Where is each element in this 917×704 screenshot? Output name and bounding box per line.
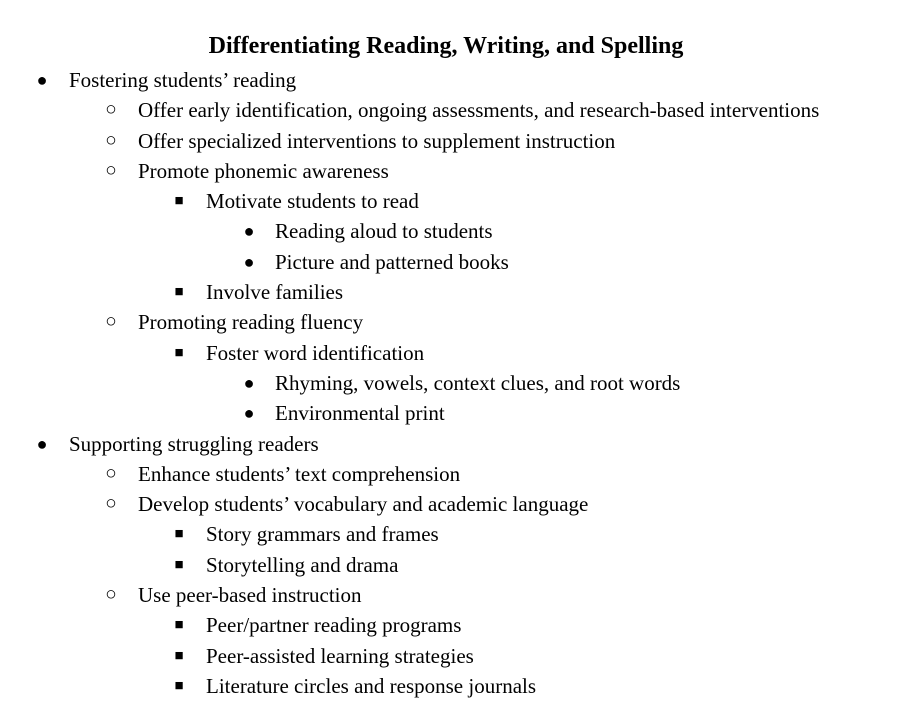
outline-item-text: Develop students’ vocabulary and academic language (138, 492, 589, 517)
outline-item (0, 489, 917, 519)
outline-item-text: Story grammars and frames (206, 522, 439, 547)
hollow-circle-bullet: ○ (105, 584, 117, 606)
outline-item-text: Involve families (206, 280, 344, 305)
hollow-circle-bullet: ○ (105, 159, 117, 181)
outline-item (0, 398, 917, 428)
filled-circle-bullet: ● (243, 403, 255, 424)
outline-item-text: Rhyming, vowels, context clues, and root words (275, 370, 681, 395)
outline-item-text: Fostering students’ reading (69, 68, 297, 92)
filled-circle-bullet: ● (36, 70, 48, 90)
hollow-circle-bullet: ○ (105, 99, 117, 121)
outline-item (0, 186, 917, 216)
outline-item-text: Reading aloud to students (275, 219, 493, 244)
outline-item (0, 247, 917, 277)
square-bullet: ■ (174, 647, 184, 664)
outline-item (0, 338, 917, 368)
outline-item (0, 671, 917, 701)
outline-item (0, 641, 917, 671)
filled-circle-bullet: ● (36, 433, 48, 454)
outline-item-text: Literature circles and response journals (206, 673, 537, 698)
outline-item (0, 95, 917, 125)
square-bullet: ■ (174, 556, 184, 573)
outline-item-text: Promoting reading fluency (138, 310, 364, 335)
outline-item-text: Picture and patterned books (275, 249, 509, 274)
outline-item-text: Offer specialized interventions to supplement instruction (138, 128, 616, 153)
outline-item (0, 65, 917, 95)
outline-item-text: Supporting struggling readers (69, 431, 319, 456)
hollow-circle-bullet: ○ (105, 462, 117, 484)
outline-item-text: Foster word identification (206, 340, 425, 365)
hollow-circle-bullet: ○ (105, 311, 117, 333)
outline-item-text: Environmental print (275, 401, 445, 426)
outline-item (0, 156, 917, 186)
outline-item (0, 459, 917, 489)
outline-item-text: Promote phonemic awareness (138, 158, 389, 183)
square-bullet: ■ (174, 344, 184, 361)
hollow-circle-bullet: ○ (105, 129, 117, 151)
outline-item (0, 550, 917, 580)
outline-item (0, 580, 917, 610)
outline-item (0, 610, 917, 640)
outline-item-text: Use peer-based instruction (138, 583, 362, 608)
outline-item (0, 277, 917, 307)
outline-item-text: Storytelling and drama (206, 552, 399, 577)
square-bullet: ■ (174, 284, 184, 301)
filled-circle-bullet: ● (243, 221, 255, 242)
outline-item (0, 368, 917, 398)
square-bullet: ■ (174, 677, 184, 694)
square-bullet: ■ (174, 193, 184, 210)
outline-item-text: Peer-assisted learning strategies (206, 643, 474, 668)
outline-item-text: Peer/partner reading programs (206, 613, 462, 638)
outline-item (0, 429, 917, 459)
square-bullet: ■ (174, 526, 184, 543)
outline-list (0, 65, 917, 701)
outline-item (0, 126, 917, 156)
square-bullet: ■ (174, 617, 184, 634)
document-title: Differentiating Reading, Writing, and Spelling (208, 33, 684, 59)
filled-circle-bullet: ● (243, 251, 255, 272)
hollow-circle-bullet: ○ (105, 493, 117, 515)
outline-item (0, 519, 917, 549)
outline-item-text: Offer early identification, ongoing assessments, and research-based interventions (138, 98, 820, 123)
filled-circle-bullet: ● (243, 372, 255, 393)
outline-item (0, 307, 917, 337)
outline-item-text: Motivate students to read (206, 189, 419, 214)
outline-item-text: Enhance students’ text comprehension (138, 461, 461, 486)
outline-item (0, 216, 917, 246)
